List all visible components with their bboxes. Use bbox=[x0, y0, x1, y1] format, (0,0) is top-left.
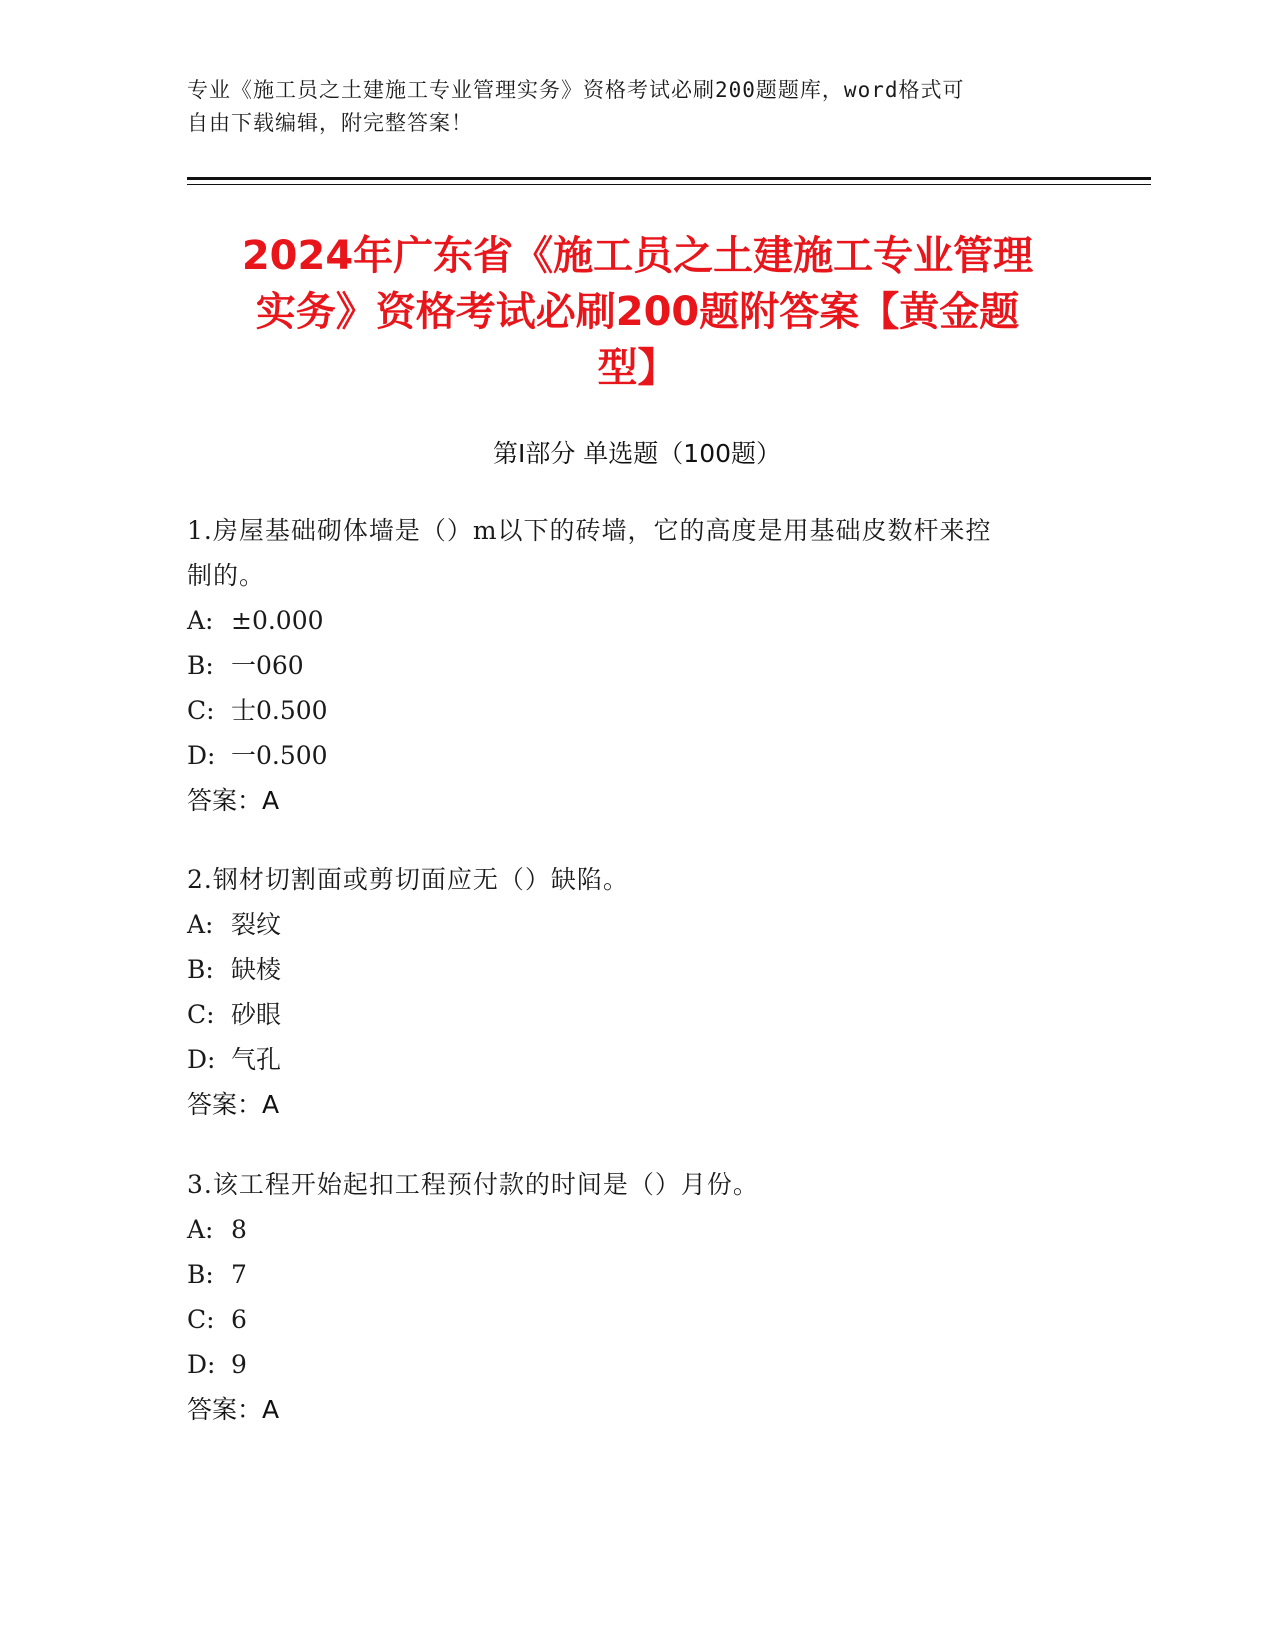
section-heading: 第Ⅰ部分 单选题（100题） bbox=[492, 439, 782, 468]
question-stem-line-1: 3.该工程开始起扣工程预付款的时间是（）月份。 bbox=[187, 1170, 759, 1199]
document-title-line-1: 2024年广东省《施工员之土建施工专业管理 bbox=[241, 233, 1034, 279]
option-text: 一060 bbox=[231, 651, 304, 680]
question-stem-line-2: 制的。 bbox=[187, 561, 266, 590]
option-letter: D: bbox=[187, 1350, 216, 1379]
option-letter: B: bbox=[187, 651, 214, 680]
option-letter: B: bbox=[187, 955, 214, 984]
option-text: 裂纹 bbox=[231, 910, 282, 939]
answer-line: 答案：A bbox=[187, 1395, 280, 1424]
option-text: 缺棱 bbox=[231, 955, 282, 984]
header-divider-thick bbox=[187, 177, 1151, 180]
header-note-line-1: 专业《施工员之土建施工专业管理实务》资格考试必刷200题题库，word格式可 bbox=[187, 78, 965, 102]
option-a bbox=[187, 1207, 1087, 1252]
document-title-line-3: 型】 bbox=[597, 345, 678, 391]
option-c bbox=[187, 688, 1087, 733]
option-text: ±0.000 bbox=[231, 606, 324, 635]
option-letter: C: bbox=[187, 696, 215, 725]
option-letter: A: bbox=[187, 910, 214, 939]
option-a bbox=[187, 598, 1087, 643]
option-text: 一0.500 bbox=[231, 741, 328, 770]
question-2 bbox=[187, 857, 1087, 1127]
question-stem-line-1: 2.钢材切割面或剪切面应无（）缺陷。 bbox=[187, 865, 629, 894]
option-text: 气孔 bbox=[231, 1045, 282, 1074]
option-text: 砂眼 bbox=[231, 1000, 282, 1029]
option-d bbox=[187, 1037, 1087, 1082]
option-c bbox=[187, 992, 1087, 1037]
document-title bbox=[170, 228, 1105, 396]
option-letter: D: bbox=[187, 1045, 216, 1074]
question-3 bbox=[187, 1162, 1087, 1432]
option-letter: C: bbox=[187, 1000, 215, 1029]
answer-line: 答案：A bbox=[187, 1090, 280, 1119]
option-text: 6 bbox=[231, 1305, 247, 1334]
header-note bbox=[187, 74, 1067, 140]
option-c bbox=[187, 1297, 1087, 1342]
option-text: 7 bbox=[231, 1260, 247, 1289]
document-title-line-2: 实务》资格考试必刷200题附答案【黄金题 bbox=[255, 289, 1020, 335]
option-letter: A: bbox=[187, 606, 214, 635]
option-b bbox=[187, 1252, 1087, 1297]
answer-line: 答案：A bbox=[187, 786, 280, 815]
option-text: 9 bbox=[231, 1350, 247, 1379]
option-a bbox=[187, 902, 1087, 947]
option-letter: A: bbox=[187, 1215, 214, 1244]
option-text: 8 bbox=[231, 1215, 247, 1244]
option-b bbox=[187, 643, 1087, 688]
option-text: 士0.500 bbox=[231, 696, 328, 725]
question-1 bbox=[187, 508, 1087, 823]
option-letter: C: bbox=[187, 1305, 215, 1334]
header-divider-thin bbox=[187, 184, 1151, 185]
option-d bbox=[187, 1342, 1087, 1387]
header-note-line-2: 自由下载编辑，附完整答案！ bbox=[187, 111, 473, 135]
option-d bbox=[187, 733, 1087, 778]
option-letter: D: bbox=[187, 741, 216, 770]
option-letter: B: bbox=[187, 1260, 214, 1289]
question-stem-line-1: 1.房屋基础砌体墙是（）m以下的砖墙，它的高度是用基础皮数杆来控 bbox=[187, 516, 992, 545]
option-b bbox=[187, 947, 1087, 992]
